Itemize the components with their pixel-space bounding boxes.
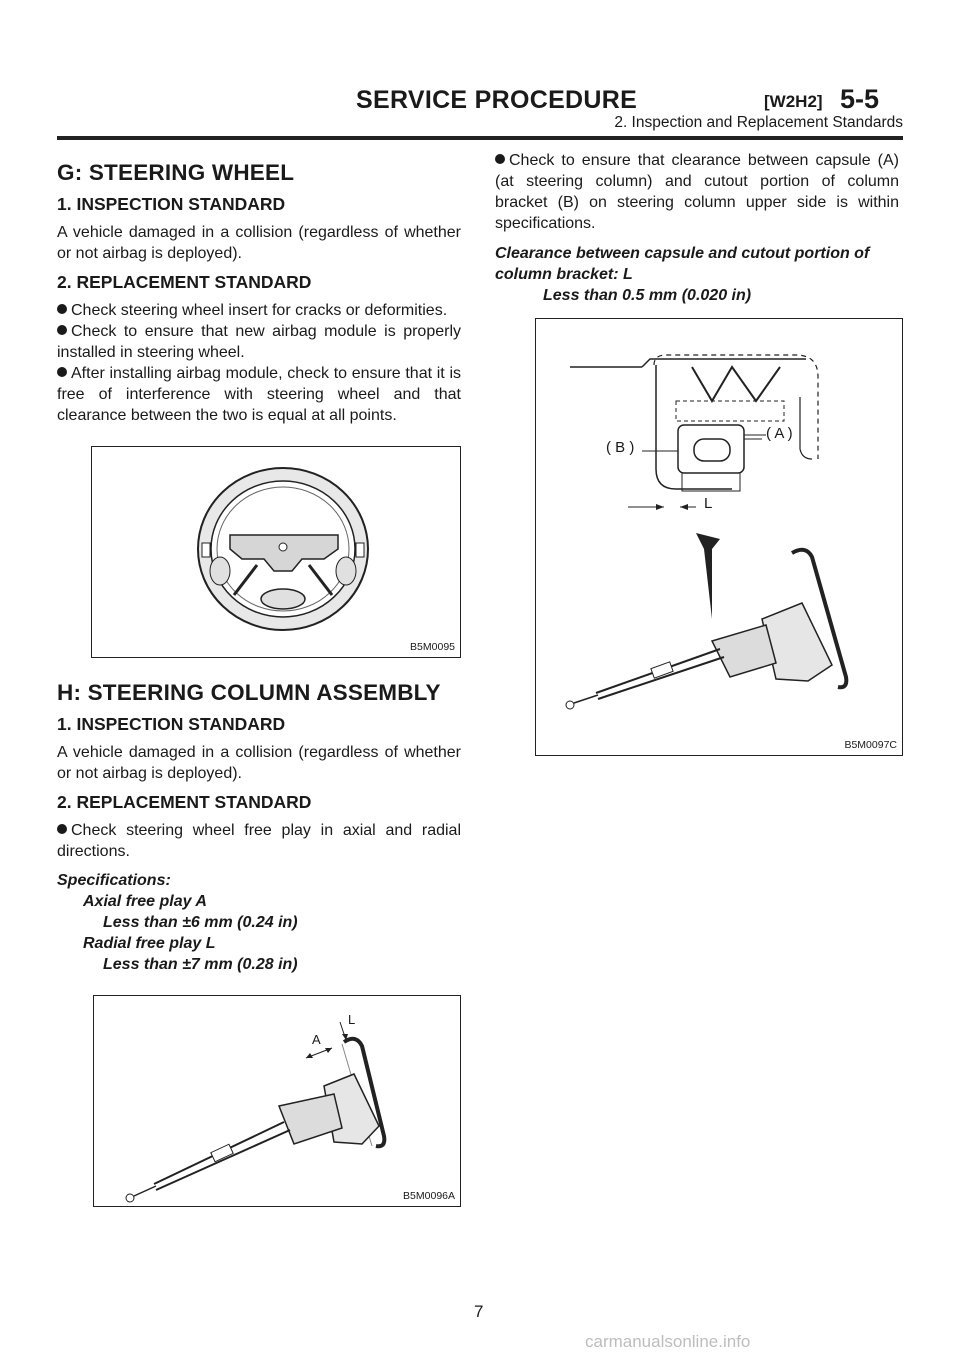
section-g-inspection-text: A vehicle damaged in a collision (regardless of whether or not airbag is deployed).	[57, 224, 461, 262]
right-column	[495, 150, 899, 756]
bullet-item	[57, 321, 461, 363]
spec-radial-label: Radial free play L	[83, 935, 216, 952]
spec-radial-value: Less than ±7 mm (0.28 in)	[103, 956, 298, 973]
header-title: SERVICE PROCEDURE	[356, 86, 638, 114]
bullet-item	[57, 300, 461, 321]
left-column	[57, 150, 461, 1207]
header-rule	[57, 136, 903, 140]
steering-wheel-drawing	[92, 447, 460, 657]
bullet-dot-icon	[57, 824, 67, 834]
section-h-title: H: STEERING COLUMN ASSEMBLY	[57, 680, 441, 705]
header-section-number: 5-5	[840, 84, 880, 114]
label-bracket-b: ( B )	[606, 439, 635, 456]
clearance-detail-drawing	[536, 319, 902, 755]
spec-axial-value: Less than ±6 mm (0.24 in)	[103, 914, 298, 931]
section-g-replacement-title: 2. REPLACEMENT STANDARD	[57, 272, 312, 292]
bullet-text: Check to ensure that new airbag module is properly installed in steering wheel.	[57, 323, 461, 361]
figure-steering-wheel	[91, 446, 461, 658]
bullet-item	[57, 820, 461, 862]
header-subtitle: 2. Inspection and Replacement Standards	[614, 114, 903, 131]
figure-clearance	[535, 318, 903, 756]
bullet-item	[57, 363, 461, 426]
bullet-text: After installing airbag module, check to ensure that it is free of interference with steering wheel and that clearance between the two is equal at all points.	[57, 365, 461, 424]
steering-column-drawing	[94, 996, 460, 1206]
section-g-title: G: STEERING WHEEL	[57, 160, 295, 185]
watermark-text: carmanualsonline.info	[585, 1332, 751, 1351]
label-capsule-a: ( A )	[766, 425, 793, 442]
bullet-item	[495, 150, 899, 234]
clearance-spec-label: Clearance between capsule and cutout portion of column bracket: L	[495, 245, 870, 283]
spec-axial-label: Axial free play A	[83, 893, 207, 910]
page-number: 7	[474, 1302, 484, 1321]
bullet-dot-icon	[57, 304, 67, 314]
bullet-text: Check to ensure that clearance between capsule (A) (at steering column) and cutout portion of column bracket (B) on steering column upper side is within specifications.	[495, 152, 899, 232]
figure-id: B5M0096A	[403, 1190, 455, 1202]
figure-id: B5M0095	[410, 641, 455, 653]
fig-label-a: A	[312, 1032, 321, 1047]
figure-free-play	[93, 995, 461, 1207]
section-h-inspection-text: A vehicle damaged in a collision (regardless of whether or not airbag is deployed).	[57, 744, 461, 782]
section-h-replacement-title: 2. REPLACEMENT STANDARD	[57, 792, 312, 812]
bullet-dot-icon	[495, 154, 505, 164]
section-g-inspection-title: 1. INSPECTION STANDARD	[57, 194, 286, 214]
bullet-dot-icon	[57, 367, 67, 377]
spec-title: Specifications:	[57, 872, 171, 889]
figure-id: B5M0097C	[844, 739, 897, 751]
bullet-dot-icon	[57, 325, 67, 335]
section-h-inspection-title: 1. INSPECTION STANDARD	[57, 714, 286, 734]
clearance-spec-value: Less than 0.5 mm (0.020 in)	[543, 287, 752, 304]
header-code: [W2H2]	[764, 92, 823, 111]
bullet-text: Check steering wheel insert for cracks or deformities.	[71, 302, 448, 319]
fig-label-l: L	[348, 1012, 356, 1027]
bullet-text: Check steering wheel free play in axial and radial directions.	[57, 822, 461, 860]
label-clearance-l: L	[704, 495, 713, 512]
